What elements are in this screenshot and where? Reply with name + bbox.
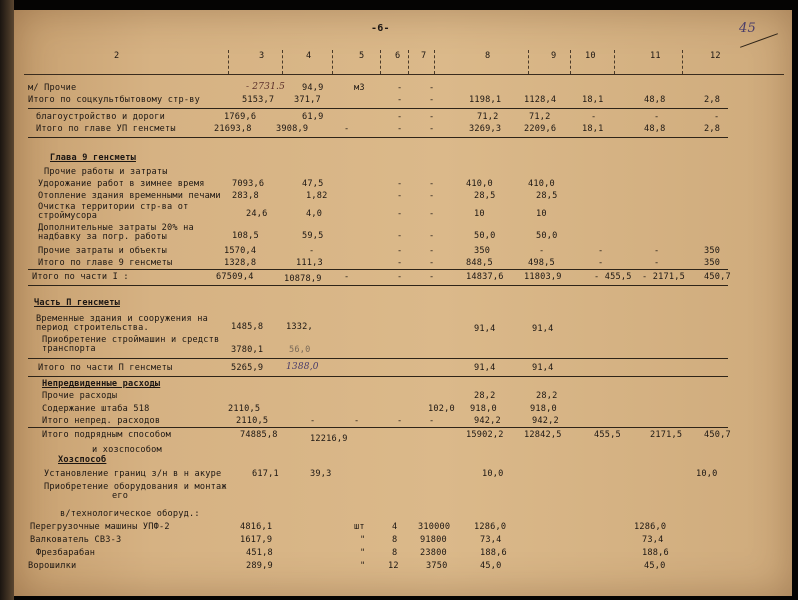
cell: 71,2 [529, 112, 551, 122]
col-divider [380, 50, 381, 74]
cell: - [591, 112, 597, 122]
row-label: Ворошилки [28, 561, 77, 571]
cell: 12842,5 [524, 430, 562, 440]
row-label-cont: надбавку за погр. работы [38, 232, 167, 242]
row-label: Удорожание работ в зимнее время [38, 179, 205, 189]
cell: 61,9 [302, 112, 324, 122]
cell: 848,5 [466, 258, 493, 268]
cell: 450,7 [704, 272, 731, 282]
cell: 24,6 [246, 209, 268, 219]
cell: 455,5 [594, 430, 621, 440]
row-label: Валкователь СВЗ-3 [30, 535, 122, 545]
cell: 350 [704, 258, 721, 268]
cell: м3 [354, 83, 365, 93]
cell: - [397, 272, 403, 282]
col-header-4: 4 [306, 51, 312, 61]
cell: 1286,0 [634, 522, 667, 532]
cell: - [310, 416, 316, 426]
cell: 1485,8 [231, 322, 264, 332]
col-header-10: 10 [585, 51, 596, 61]
cell: 48,8 [644, 95, 666, 105]
row-label: Итого по главе 9 генсметы [38, 258, 173, 268]
row-rule [28, 285, 728, 286]
cell: 15902,2 [466, 430, 504, 440]
cell: - [397, 124, 403, 134]
cell: 310000 [418, 522, 451, 532]
row-label: м/ Прочие [28, 83, 77, 93]
section-heading: Хозспособ [58, 455, 107, 465]
cell: - [539, 246, 545, 256]
cell: 2,8 [704, 95, 721, 105]
section-heading: Непредвиденные расходы [42, 379, 161, 389]
cell: 2,8 [704, 124, 721, 134]
col-divider [282, 50, 283, 74]
cell: 47,5 [302, 179, 324, 189]
row-label-cont: строймусора [38, 211, 98, 221]
cell: 50,0 [536, 231, 558, 241]
cell: 18,1 [582, 95, 604, 105]
row-label: Прочие затраты и объекты [38, 246, 167, 256]
cell: 4 [392, 522, 398, 532]
cell: 23800 [420, 548, 447, 558]
cell: - [397, 231, 403, 241]
page-number: -6- [371, 23, 390, 34]
cell: - [397, 179, 403, 189]
cell: - [429, 258, 435, 268]
cell: 48,8 [644, 124, 666, 134]
row-label: Итого по части П генсметы [38, 363, 173, 373]
cell: 2110,5 [236, 416, 269, 426]
cell-handwritten: 1388,0 [286, 362, 319, 372]
cell: - [397, 258, 403, 268]
sheet-corner-mark: 45 [739, 21, 756, 36]
row-label: Содержание штаба 518 [42, 404, 150, 414]
cell: - 2171,5 [642, 272, 685, 282]
cell: 371,7 [294, 95, 321, 105]
col-divider [682, 50, 683, 74]
col-divider [408, 50, 409, 74]
cell: - [397, 112, 403, 122]
cell: 350 [704, 246, 721, 256]
row-label-cont: его [112, 491, 129, 501]
cell: 39,3 [310, 469, 332, 479]
cell: - [397, 83, 403, 93]
col-header-7: 7 [421, 51, 427, 61]
cell: 3780,1 [231, 345, 264, 355]
cell: 28,2 [536, 391, 558, 401]
cell: 91,4 [474, 324, 496, 334]
cell: 45,0 [644, 561, 666, 571]
cell: - [429, 112, 435, 122]
cell: 1769,6 [224, 112, 257, 122]
cell: - [397, 246, 403, 256]
row-rule [28, 269, 728, 270]
row-rule [28, 137, 728, 138]
cell: 12216,9 [310, 434, 348, 444]
row-label: Итого по части I : [32, 272, 129, 282]
cell: " [360, 548, 366, 558]
cell: - [429, 191, 435, 201]
cell: 94,9 [302, 83, 324, 93]
row-label: и хозспособом [92, 445, 162, 455]
cell: 10,0 [696, 469, 718, 479]
cell: 918,0 [530, 404, 557, 414]
cell: 918,0 [470, 404, 497, 414]
cell: - [429, 416, 435, 426]
cell: " [360, 561, 366, 571]
cell: 1332, [286, 322, 313, 332]
cell: 11803,9 [524, 272, 562, 282]
cell: - [654, 246, 660, 256]
cell: 10 [536, 209, 547, 219]
cell: 28,5 [474, 191, 496, 201]
row-label: Фрезбарабан [36, 548, 96, 558]
cell: - [397, 191, 403, 201]
cell: 3750 [426, 561, 448, 571]
section-heading: Часть П генсметы [34, 298, 120, 308]
cell: - [714, 112, 720, 122]
row-label: Итого подрядным способом [42, 430, 171, 440]
cell: 73,4 [480, 535, 502, 545]
col-header-12: 12 [710, 51, 721, 61]
col-divider [434, 50, 435, 74]
col-header-2: 2 [114, 51, 120, 61]
cell: 111,3 [296, 258, 323, 268]
cell: 5265,9 [231, 363, 264, 373]
row-label: благоустройство и дороги [36, 112, 165, 122]
col-header-5: 5 [359, 51, 365, 61]
row-rule [28, 108, 728, 109]
col-header-3: 3 [259, 51, 265, 61]
cell: 12 [388, 561, 399, 571]
cell: 450,7 [704, 430, 731, 440]
col-divider [614, 50, 615, 74]
cell: - [354, 416, 360, 426]
cell: - 2731.5 [246, 82, 285, 92]
cell: - [397, 416, 403, 426]
cell: 50,0 [474, 231, 496, 241]
cell: 942,2 [532, 416, 559, 426]
cell: - [344, 124, 350, 134]
cell: 14837,6 [466, 272, 504, 282]
cell: 74885,8 [240, 430, 278, 440]
cell: - [598, 246, 604, 256]
cell: 188,6 [480, 548, 507, 558]
cell: 67509,4 [216, 272, 254, 282]
col-divider [570, 50, 571, 74]
row-rule [28, 427, 728, 428]
cell: 1198,1 [469, 95, 502, 105]
cell: - [429, 179, 435, 189]
cell: 10 [474, 209, 485, 219]
cell: 410,0 [466, 179, 493, 189]
row-label: Установление границ з/н в н акуре [44, 469, 222, 479]
col-header-11: 11 [650, 51, 661, 61]
cell: 3269,3 [469, 124, 502, 134]
cell: 451,8 [246, 548, 273, 558]
cell: 1,82 [306, 191, 328, 201]
cell: 289,9 [246, 561, 273, 571]
cell: 410,0 [528, 179, 555, 189]
cell: 4,0 [306, 209, 323, 219]
col-divider [228, 50, 229, 74]
binder-edge [0, 0, 14, 600]
cell: 28,5 [536, 191, 558, 201]
row-label: Итого непред. расходов [42, 416, 161, 426]
cell: 91800 [420, 535, 447, 545]
row-label: в/технологическое оборуд.: [60, 509, 200, 519]
cell: - [429, 83, 435, 93]
row-label: Прочие работы и затраты [44, 167, 168, 177]
col-divider [332, 50, 333, 74]
document-sheet [14, 10, 792, 596]
cell: 498,5 [528, 258, 555, 268]
col-header-6: 6 [395, 51, 401, 61]
cell: - [397, 209, 403, 219]
cell: 108,5 [232, 231, 259, 241]
cell: 188,6 [642, 548, 669, 558]
cell: 21693,8 [214, 124, 252, 134]
cell: - [429, 95, 435, 105]
cell: - [309, 246, 315, 256]
row-label: Дополнительные затраты 20% на [38, 223, 194, 233]
row-label: Итого по главе УП генсметы [36, 124, 176, 134]
cell: 102,0 [428, 404, 455, 414]
row-rule [28, 376, 728, 377]
cell: 45,0 [480, 561, 502, 571]
cell: 942,2 [474, 416, 501, 426]
cell: 10,0 [482, 469, 504, 479]
cell: 3908,9 [276, 124, 309, 134]
cell: - [654, 112, 660, 122]
cell: 91,4 [532, 324, 554, 334]
cell: - [654, 258, 660, 268]
col-header-9: 9 [551, 51, 557, 61]
cell: 8 [392, 548, 398, 558]
row-label: Прочие расходы [42, 391, 118, 401]
cell: 1328,8 [224, 258, 257, 268]
cell: 283,8 [232, 191, 259, 201]
cell: 1286,0 [474, 522, 507, 532]
cell: - [429, 124, 435, 134]
cell: 2209,6 [524, 124, 557, 134]
cell: 617,1 [252, 469, 279, 479]
cell: - [429, 246, 435, 256]
cell: 59,5 [302, 231, 324, 241]
header-rule [24, 74, 784, 75]
cell: 71,2 [477, 112, 499, 122]
section-heading: Глава 9 генсметы [50, 153, 136, 163]
cell: 4816,1 [240, 522, 273, 532]
cell: 10878,9 [284, 274, 322, 284]
cell: - [429, 231, 435, 241]
cell: 1128,4 [524, 95, 557, 105]
cell: 1617,9 [240, 535, 273, 545]
cell: 8 [392, 535, 398, 545]
row-label: Очистка территории стр-ва от [38, 202, 189, 212]
col-header-8: 8 [485, 51, 491, 61]
cell: - [429, 272, 435, 282]
row-label-cont: транспорта [42, 344, 96, 354]
cell: 91,4 [474, 363, 496, 373]
cell: 1570,4 [224, 246, 257, 256]
row-label: Перегрузочные машины УПФ-2 [30, 522, 170, 532]
row-label: Отопление здания временными печами [38, 191, 221, 201]
cell: 5153,7 [242, 95, 275, 105]
row-label: Временные здания и сооружения на [36, 314, 208, 324]
cell: 18,1 [582, 124, 604, 134]
col-divider [528, 50, 529, 74]
cell: 91,4 [532, 363, 554, 373]
row-label-cont: период строительства. [36, 323, 149, 333]
cell: 2110,5 [228, 404, 261, 414]
cell: - [397, 95, 403, 105]
row-rule [28, 358, 728, 359]
cell: 28,2 [474, 391, 496, 401]
row-label: Итого по соцкультбытовому стр-ву [28, 95, 200, 105]
cell: - 455,5 [594, 272, 632, 282]
cell: 56,0 [289, 345, 311, 355]
cell: - [598, 258, 604, 268]
cell: 73,4 [642, 535, 664, 545]
cell: " [360, 535, 366, 545]
row-label: Приобретение оборудования и монтаж [44, 482, 227, 492]
cell: - [344, 272, 350, 282]
cell: 2171,5 [650, 430, 683, 440]
cell: 350 [474, 246, 491, 256]
cell: шт [354, 522, 365, 532]
cell: 7093,6 [232, 179, 265, 189]
cell: - [429, 209, 435, 219]
row-label: Приобретение строймашин и средств [42, 335, 220, 345]
